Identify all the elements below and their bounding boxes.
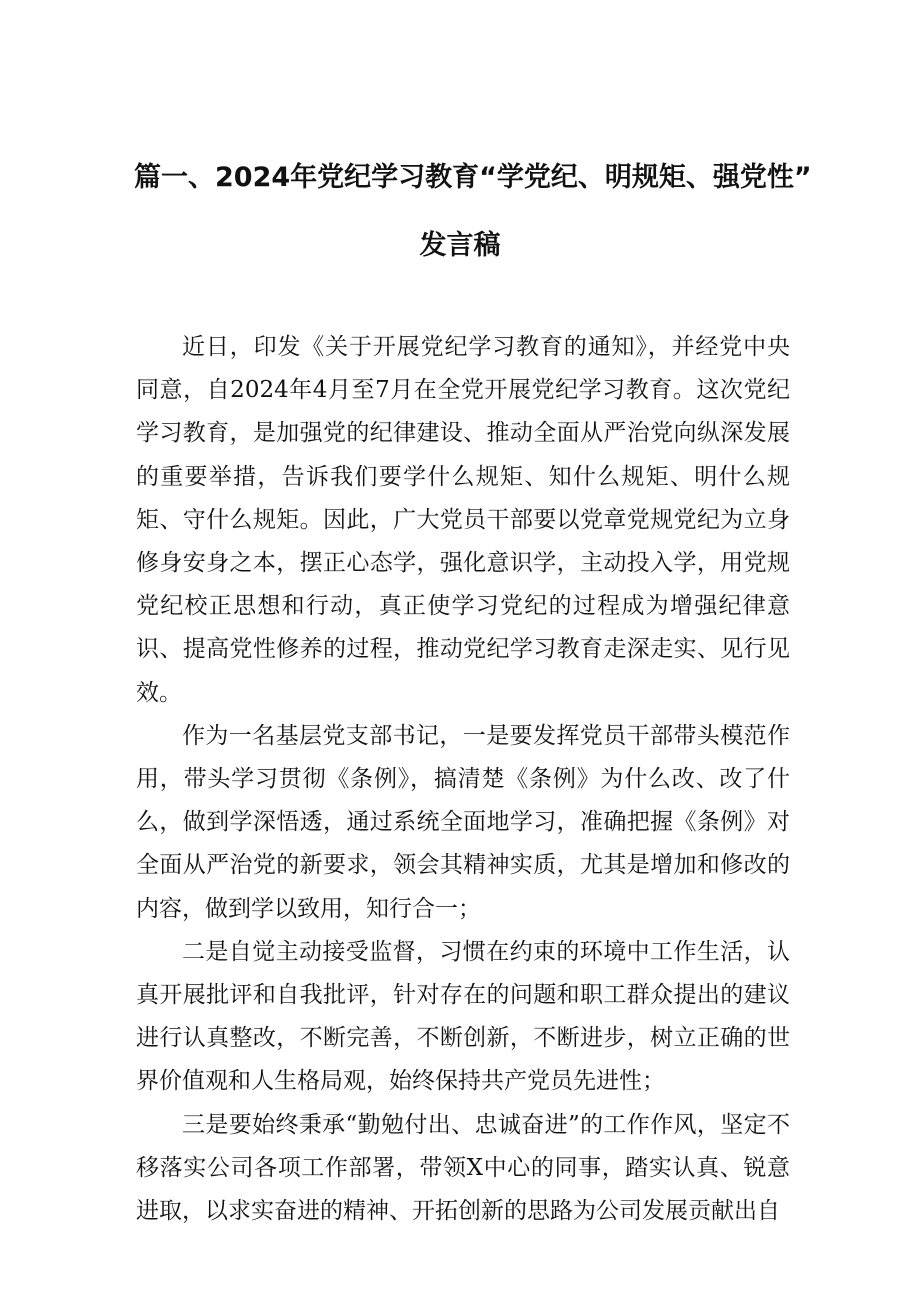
paragraph-1: 近日，印发《关于开展党纪学习教育的通知》，并经党中央同意，自2024年4月至7月在全党开展党纪学习教育。这次党纪学习教育，是加强党的纪律建设、推动全面从严治党向纵深发展的重要举措，告诉我们要学什么规矩、知什么规矩、明什么规矩、守什么规矩。因此，广大党员干部要以党章党规党纪为立身修身安身之本，摆正心态学，强化意识学，主动投入学，用党规党纪校正思想和行动，真正使学习党纪的过程成为增强纪律意识、提高党性修养的过程，推动党纪学习教育走深走实、见行见效。 [136, 334, 790, 706]
document-body [136, 326, 790, 1233]
paragraph-2: 作为一名基层党支部书记，一是要发挥党员干部带头模范作用，带头学习贯彻《条例》，搞清楚《条例》为什么改、改了什么，做到学深悟透，通过系统全面地学习，准确把握《条例》对全面从严治党的新要求，领会其精神实质，尤其是增加和修改的内容，做到学以致用，知行合一； [136, 722, 790, 922]
document-title-line2: 发言稿 [419, 230, 501, 261]
paragraph-4: 三是要始终秉承“勤勉付出、忠诚奋进”的工作作风，坚定不移落实公司各项工作部署，带领X中心的同事，踏实认真、锐意进取，以求实奋进的精神、开拓创新的思路为公司发展贡献出自 [136, 1111, 790, 1225]
document-title-line1: 篇一、2024年党纪学习教育“学党纪、明规矩、强党性” [134, 162, 812, 193]
paragraph-3: 二是自觉主动接受监督，习惯在约束的环境中工作生活，认真开展批评和自我批评，针对存在的问题和职工群众提出的建议进行认真整改，不断完善，不断创新，不断进步，树立正确的世界价值观和人生格局观，始终保持共产党员先进性； [136, 938, 790, 1095]
